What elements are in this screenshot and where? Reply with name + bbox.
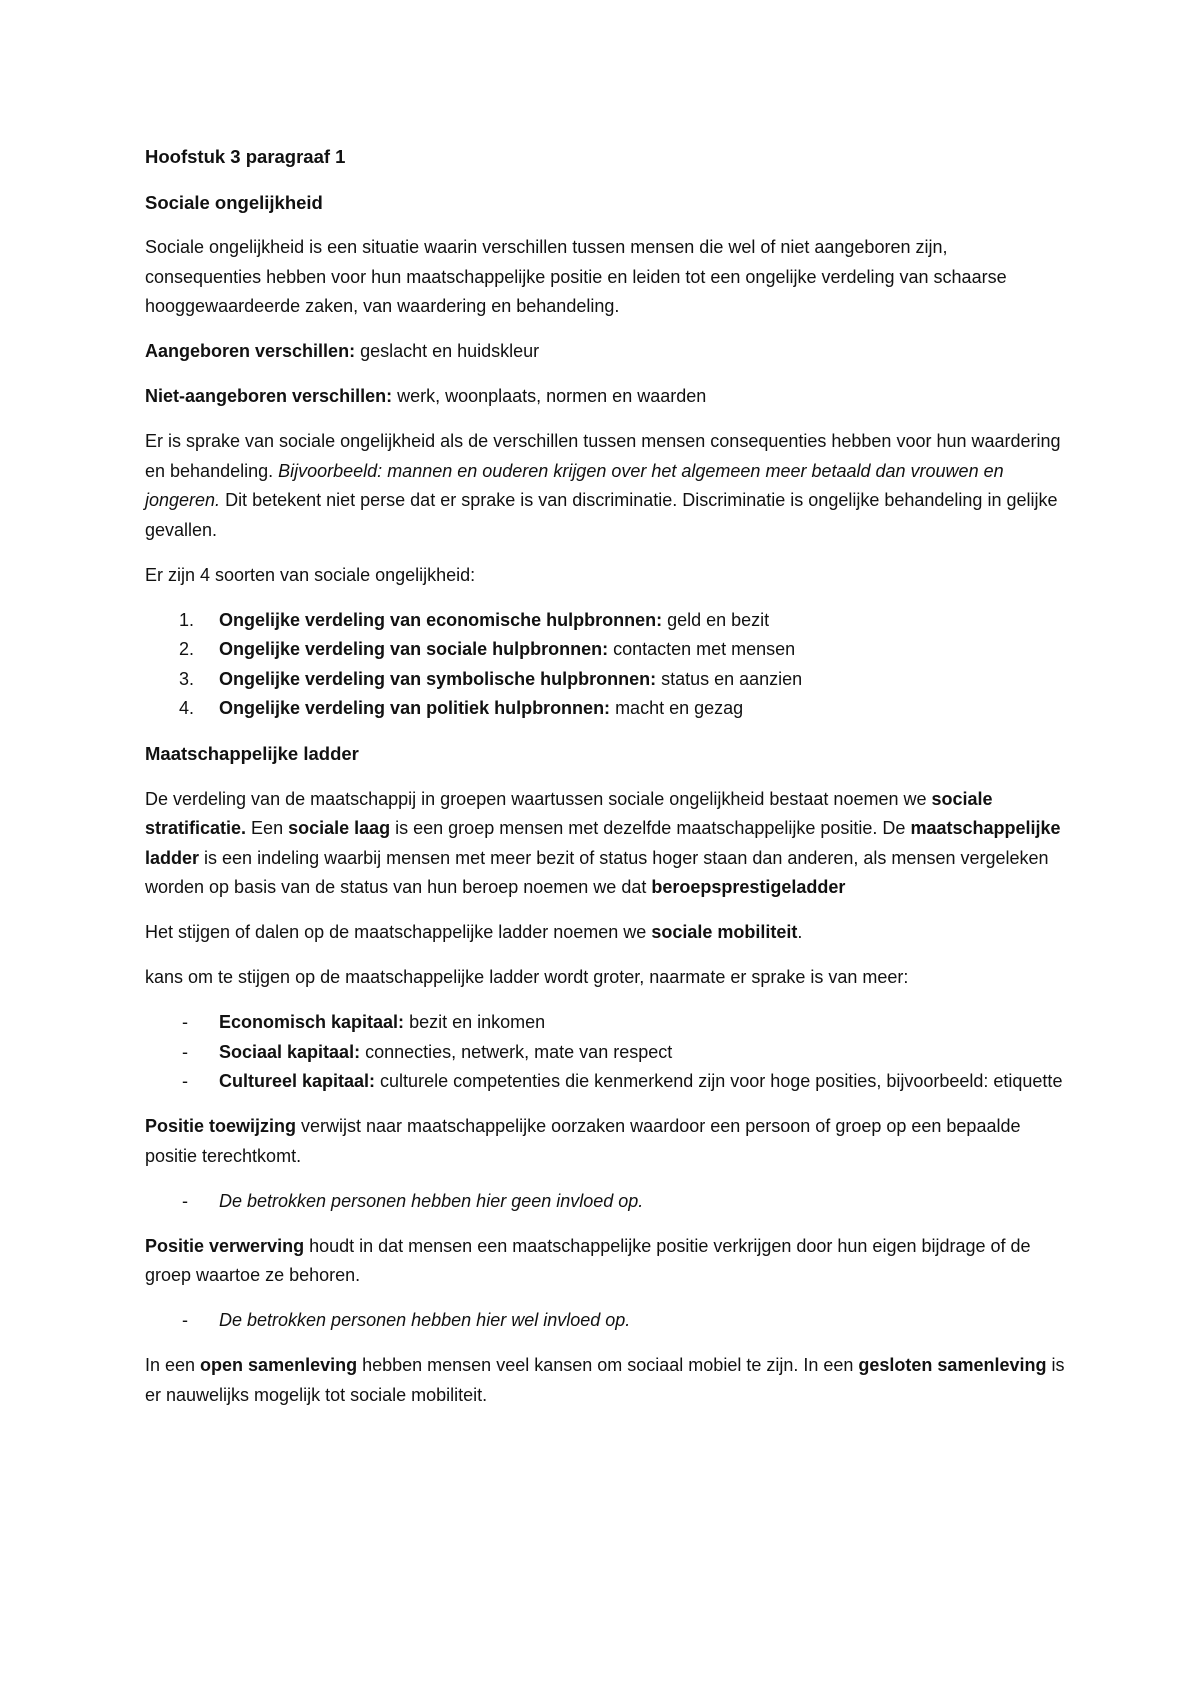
type-text: contacten met mensen (608, 639, 796, 659)
ladder-b1: sociale stratificatie. (145, 788, 993, 838)
list-number: 4. (179, 698, 195, 718)
achievement-note: De betrokken personen hebben hier wel invloed op. (219, 1310, 631, 1330)
paragraph-2-example: Bijvoorbeeld: mannen en ouderen krijgen over het algemeen meer betaald dan vrouwen en jongeren. (145, 460, 1004, 510)
list-number: 1. (179, 609, 195, 630)
type-text: status en aanzien (656, 668, 803, 689)
society-b2: gesloten samenleving (858, 1355, 1047, 1375)
list-dash: - (182, 1012, 188, 1032)
ladder-t1: De verdeling van de maatschappij in groepen waartussen sociale ongelijkheid bestaat noemen we (145, 788, 932, 809)
capital-label: Sociaal kapitaal: (219, 1041, 361, 1062)
list-item (145, 665, 1065, 695)
ascription-label: Positie toewijzing (145, 1116, 297, 1136)
ladder-b4: beroepsprestigeladder (651, 877, 846, 897)
society-b1: open samenleving (200, 1355, 358, 1375)
type-label: Ongelijke verdeling van politiek hulpbronnen: (219, 698, 611, 718)
ladder-b2: sociale laag (288, 818, 391, 838)
intro-paragraph: Sociale ongelijkheid is een situatie waarin verschillen tussen mensen die wel of niet aangeboren zijn, consequenties hebben voor hun maatschappelijke positie en leiden tot een ongelijke verdeling van schaarse hooggewaardeerde zaken, van waardering en behandeling. (145, 237, 1007, 316)
list-item (145, 635, 1065, 665)
paragraph-discrimination (145, 427, 1065, 545)
types-list (145, 606, 1065, 724)
paragraph-2-part1: Er is sprake van sociale ongelijkheid als de verschillen tussen mensen consequenties hebben voor hun waardering en behandeling. (145, 431, 1061, 481)
capital-text: culturele competenties die kenmerkend zijn voor hoge posities, bijvoorbeeld: etiquette (375, 1071, 1063, 1091)
ascription-paragraph (145, 1112, 1065, 1171)
type-label: Ongelijke verdeling van economische hulpbronnen: (219, 609, 663, 630)
list-item (145, 1038, 1065, 1068)
society-t2: hebben mensen veel kansen om sociaal mobiel te zijn. In een (357, 1355, 859, 1375)
list-dash: - (182, 1041, 188, 1062)
list-item (145, 694, 1065, 724)
list-dash: - (182, 1071, 188, 1091)
list-item (145, 1067, 1065, 1097)
list-item (145, 1187, 1065, 1217)
document-page (145, 142, 1065, 1426)
non-innate-label: Niet-aangeboren verschillen: (145, 386, 393, 406)
ladder-t3: is een groep mensen met dezelfde maatschappelijke positie. De (390, 818, 911, 838)
mobility-t2: . (797, 922, 803, 942)
list-number: 3. (179, 668, 195, 689)
mobility-paragraph (145, 918, 1065, 948)
innate-text: geslacht en huidskleur (355, 341, 540, 361)
non-innate-differences (145, 382, 1065, 412)
list-item (145, 1306, 1065, 1336)
type-label: Ongelijke verdeling van symbolische hulpbronnen: (219, 668, 657, 689)
heading-sociale-ongelijkheid: Sociale ongelijkheid (145, 191, 323, 213)
type-text: macht en gezag (610, 698, 744, 718)
list-dash: - (182, 1310, 188, 1330)
ascription-text: verwijst naar maatschappelijke oorzaken waardoor een persoon of groep op een bepaalde positie terechtkomt. (145, 1116, 1021, 1166)
capital-text: connecties, netwerk, mate van respect (360, 1041, 673, 1062)
capital-text: bezit en inkomen (404, 1012, 546, 1032)
list-number: 2. (179, 639, 195, 659)
capital-label: Cultureel kapitaal: (219, 1071, 376, 1091)
ascription-note: De betrokken personen hebben hier geen invloed op. (219, 1190, 644, 1211)
mobility-t1: Het stijgen of dalen op de maatschappelijke ladder noemen we (145, 922, 652, 942)
list-item (145, 606, 1065, 636)
achievement-paragraph (145, 1232, 1065, 1291)
achievement-text: houdt in dat mensen een maatschappelijke positie verkrijgen door hun eigen bijdrage of de groep waartoe ze behoren. (145, 1235, 1031, 1285)
society-t1: In een (145, 1355, 201, 1375)
mobility-b1: sociale mobiliteit (651, 922, 798, 942)
ascription-note-list (145, 1187, 1065, 1217)
capital-list (145, 1008, 1065, 1097)
ladder-paragraph (145, 785, 1065, 903)
list-dash: - (182, 1190, 188, 1211)
ladder-t2: Een (246, 818, 289, 838)
capital-intro: kans om te stijgen op de maatschappelijke ladder wordt groter, naarmate er sprake is van meer: (145, 967, 909, 987)
document-title: Hoofstuk 3 paragraaf 1 (145, 146, 346, 167)
achievement-note-list (145, 1306, 1065, 1336)
achievement-label: Positie verwerving (145, 1235, 305, 1256)
paragraph-2-part2: Dit betekent niet perse dat er sprake is van discriminatie. Discriminatie is ongelijke behandeling in gelijke gevallen. (145, 490, 1058, 540)
non-innate-text: werk, woonplaats, normen en waarden (392, 386, 707, 406)
heading-maatschappelijke-ladder: Maatschappelijke ladder (145, 743, 359, 764)
ladder-t4: is een indeling waarbij mensen met meer bezit of status hoger staan dan anderen, als mensen vergeleken worden op basis van de status van hun beroep noemen we dat (145, 847, 1049, 897)
list-item (145, 1008, 1065, 1038)
types-intro: Er zijn 4 soorten van sociale ongelijkheid: (145, 564, 476, 585)
society-t3: is er nauwelijks mogelijk tot sociale mobiliteit. (145, 1355, 1065, 1405)
innate-label: Aangeboren verschillen: (145, 341, 356, 361)
capital-label: Economisch kapitaal: (219, 1012, 405, 1032)
type-text: geld en bezit (662, 609, 770, 630)
innate-differences (145, 337, 1065, 367)
society-paragraph (145, 1351, 1065, 1410)
ladder-b3: maatschappelijke ladder (145, 818, 1061, 868)
type-label: Ongelijke verdeling van sociale hulpbronnen: (219, 639, 609, 659)
